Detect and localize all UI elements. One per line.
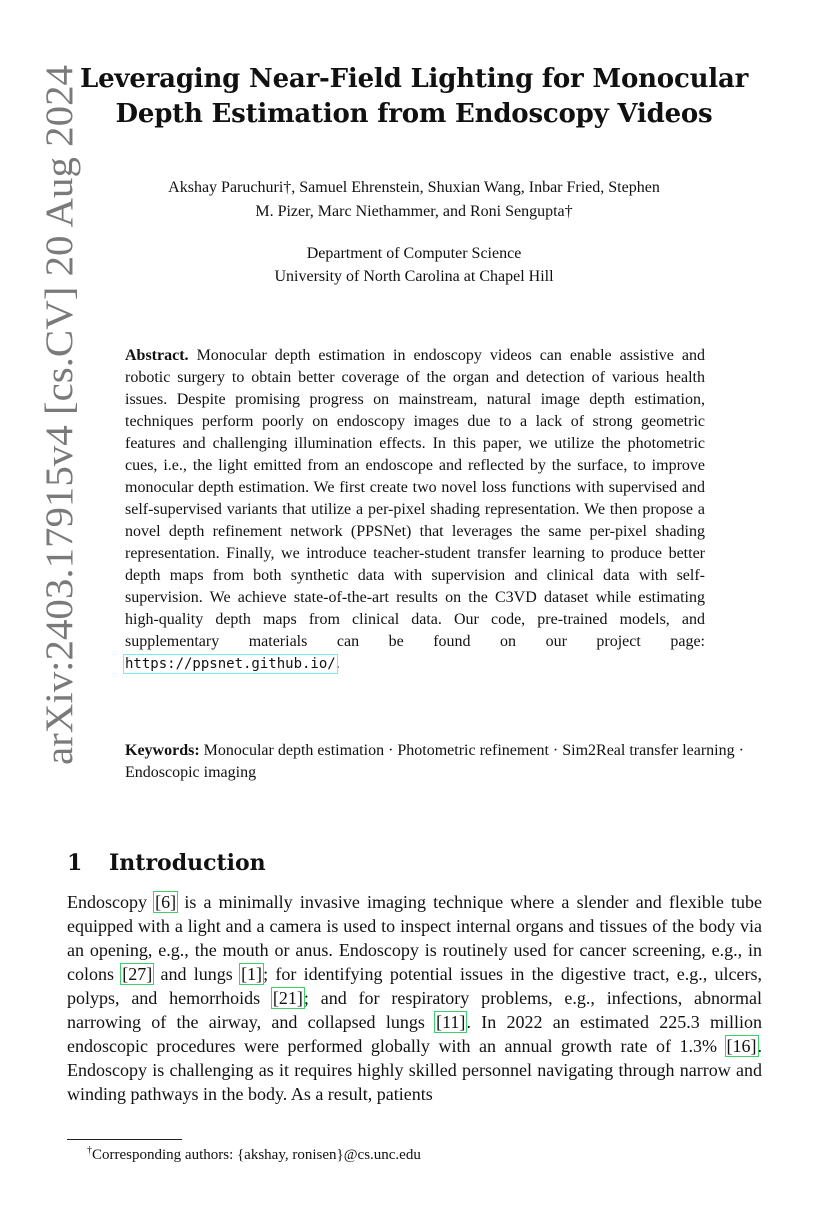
authors-line-2: M. Pizer, Marc Niethammer, and Roni Sengupta† <box>255 203 573 220</box>
affiliation-department: Department of Computer Science <box>306 245 522 262</box>
keywords <box>125 740 753 784</box>
author-list <box>60 176 768 224</box>
section-title-text: Introduction <box>109 850 266 876</box>
title-line-1: Leveraging Near-Field Lighting for Monocular <box>80 64 749 94</box>
title-line-2: Depth Estimation from Endoscopy Videos <box>115 99 713 129</box>
citation-link[interactable]: [11] <box>436 1012 466 1032</box>
section-heading <box>67 850 266 876</box>
citation-link[interactable]: [1] <box>241 964 263 984</box>
citation-link[interactable]: [6] <box>155 892 177 912</box>
footnote-text: Corresponding authors: {akshay, ronisen}@cs.unc.edu <box>92 1147 421 1163</box>
abstract-text: Monocular depth estimation in endoscopy videos can enable assistive and robotic surgery to obtain better coverage of the organ and detection of various health issues. Despite promising progress on mainstream, natural image depth estimation, techniques perform poorly on endoscopy images due to a lack of strong geometric features and challenging illumination effects. In this paper, we utilize the photometric cues, i.e., the light emitted from an endoscope and reflected by the surface, to improve monocular depth estimation. We first create two novel loss functions with supervised and self-supervised variants that utilize a per-pixel shading representation. We then propose a novel depth refinement network (PPSNet) that leverages the same per-pixel shading representation. Finally, we introduce teacher-student transfer learning to produce better depth maps from both synthetic data with supervision and clinical data with self-supervision. We achieve state-of-the-art results on the C3VD dataset while estimating high-quality depth maps from clinical data. Our code, pre-trained models, and supplementary materials can be found on our project page: <box>125 347 706 650</box>
keywords-label: Keywords: <box>125 742 200 759</box>
section-number: 1 <box>67 850 83 876</box>
footnote <box>87 1145 421 1165</box>
intro-text: is a minimally invasive imaging technique where a slender and flexible tube equipped with a light and a camera is used to inspect internal organs and tissues of the body via an opening, e.g., the mouth or anus. Endoscopy is routinely used for cancer screening, e.g., in colons <box>67 892 763 984</box>
affiliation-university: University of North Carolina at Chapel Hill <box>274 268 554 285</box>
intro-text: ; for identifying potential issues in the digestive tract, e.g., ulcers, polyps, and hemorrhoids <box>67 964 763 1008</box>
citation-link[interactable]: [27] <box>122 964 153 984</box>
abstract <box>125 345 705 675</box>
footnote-rule <box>67 1139 182 1140</box>
project-page-link[interactable]: https://ppsnet.github.io/ <box>125 656 336 672</box>
footnote-mark: † <box>87 1145 92 1156</box>
introduction-paragraph <box>67 890 762 1106</box>
keywords-text: Monocular depth estimation · Photometric refinement · Sim2Real transfer learning · Endoscopic imaging <box>125 742 744 781</box>
intro-text: ; and for respiratory problems, e.g., infections, abnormal narrowing of the airway, and collapsed lungs <box>67 988 762 1032</box>
abstract-end: . <box>335 655 340 672</box>
affiliation <box>100 242 728 288</box>
abstract-label: Abstract. <box>125 347 189 364</box>
citation-link[interactable]: [21] <box>272 988 303 1008</box>
intro-text: . In 2022 an estimated 225.3 million endoscopic procedures were performed globally with an annual growth rate of 1.3% <box>67 1012 762 1056</box>
authors-line-1: Akshay Paruchuri†, Samuel Ehrenstein, Shuxian Wang, Inbar Fried, Stephen <box>168 179 660 196</box>
intro-text: and lungs <box>160 964 233 984</box>
citation-link[interactable]: [16] <box>726 1036 757 1056</box>
intro-text: . Endoscopy is challenging as it requires highly skilled personnel navigating through narrow and winding pathways in the body. As a result, patients <box>67 1036 763 1104</box>
intro-text: Endoscopy <box>67 892 147 912</box>
arxiv-watermark <box>30 60 86 770</box>
arxiv-watermark-text: arXiv:2403.17915v4 [cs.CV] 20 Aug 2024 <box>38 97 81 765</box>
paper-title <box>80 62 748 132</box>
